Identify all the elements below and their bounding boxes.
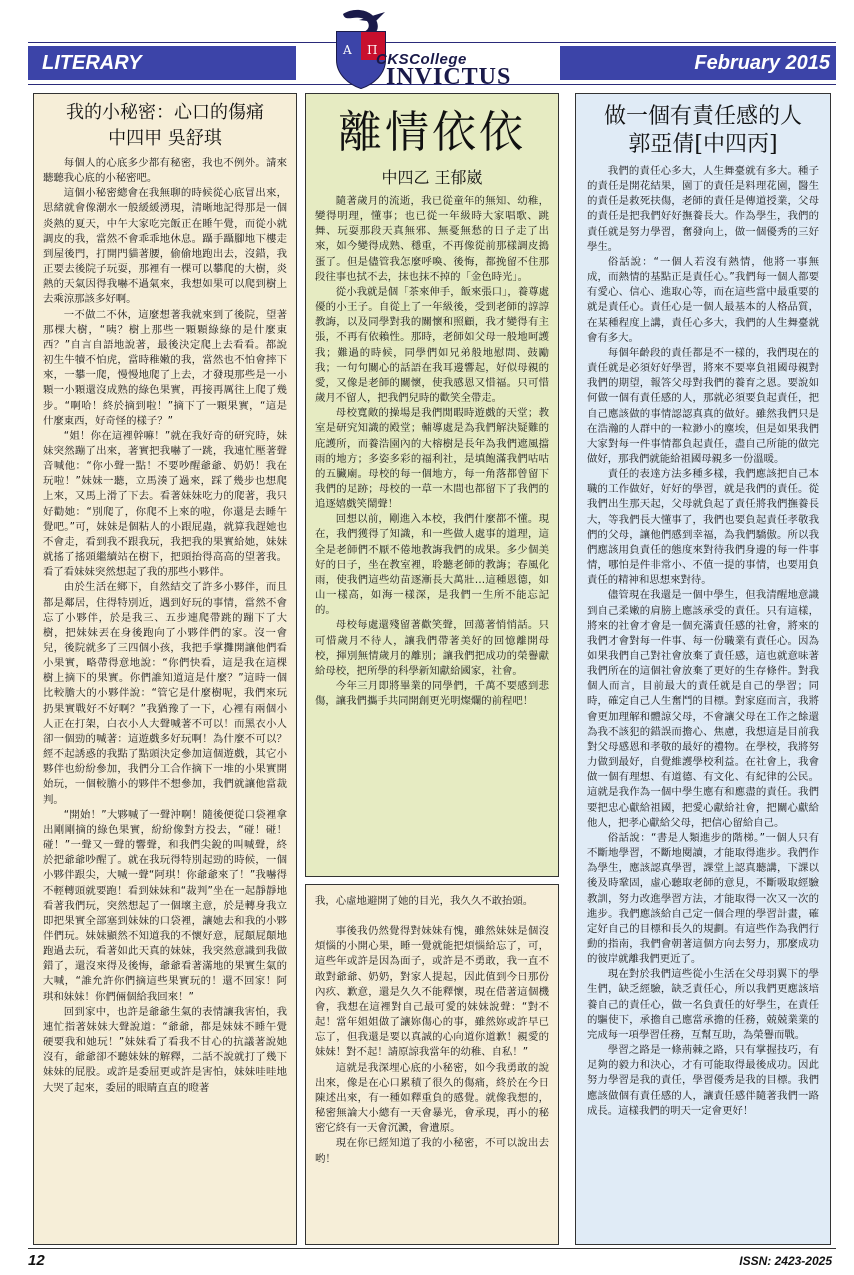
svg-text:A: A <box>343 43 352 57</box>
paragraph: 隨著歲月的流逝，我已從童年的無知、幼稚，變得明理，懂事；也已從一年級時大家唱歌、跳舞、玩耍那段天真無邪、無憂無愁的日子走了出來，如今變得成熟、穩重，不再像從前那樣調皮搗蛋了。但是儘管我怎麼呼喚、後悔，都挽留不住那段往事也拭不去，抹也抹不掉的「金色時光」。 <box>315 195 549 283</box>
paragraph: 一不做二不休，這麼想著我就來到了後院，望著那棵大樹，“咦？樹上那些一顆顆綠綠的是什麼東西？”自言自語地說著，最後決定爬上去看看。都說初生牛犢不怕虎，當時稚嫩的我，當然也不怕會摔下來，一攀一爬，慢慢地爬了上去，才發現那些是一小顆一小顆還沒成熟的綠色果實，再接再厲往上爬了幾步。“啊哈！終於摘到啦！”摘下了一顆果實，“這是什麼東西，好奇怪的樣子？” <box>43 308 287 427</box>
paragraph: 儘管現在我還是一個中學生，但我清醒地意識到自己柔嫩的肩膀上應該承受的責任。只有這樣，將來的社會才會是一個充滿責任感的社會，將來的我們才會對每一件事、每一份職業有責任心。因為如果我們自己對社會放棄了責任感，這也就意味著我們所在的這個社會放棄了更好的生存條件。對我個人而言，目前最大的責任就是自己的學習；同時，確定自己人生奮鬥的目標。對家庭而言，我將會更加理解和體諒父母，不會讓父母在工作之餘還為我不該犯的錯誤而擔心、焦慮，我想這是目前我對父母感恩和孝敬的最好的禮物。在學校，我將努力做到最好，自覺維護學校利益。在社會上，我會做一個有理想、有道德、有文化、有紀律的公民。這就是我作為一個中學生應有和應盡的責任。我們要把忠心獻給祖國，把愛心獻給社會，把關心獻給他人，把孝心獻給父母，把信心留給自己。 <box>587 589 819 829</box>
logo-wordmark-top: CKSCollege <box>376 51 467 68</box>
paragraph: 這個小秘密總會在我無聊的時候從心底冒出來，思緒就會像潮水一般緩緩湧現，清晰地記得那是一個炎熱的夏天，中午大家吃完飯正在睡午覺，而從小就調皮的我，當然不會乖乖地休息。躡手躡腳地下樓走到屋後門，打開門貓著腰，偷偷地跑出去，沒錯，我正要去後院子玩耍，那裡有一棵可以攀爬的大樹，炎熱的天氣因得我嚇不過氣來，我想如果可以爬到樹上去乘涼那該多好啊。 <box>43 187 287 306</box>
paragraph: 母校寬敞的操場是我們閒暇時遊戲的天堂；教室是研究知識的殿堂；輔導處是為我們解決疑難的庇護所，而養浩園內的大榕樹是長年為我們遮風擋雨的地方；多姿多彩的福利社，是填飽滿我們咕咕的五臟廟。母校的每一個地方，每一角落都曾留下我們的足跡；母校的一草一木間也都留下了我們的追逐嬉戲笑鬧聲！ <box>315 407 549 511</box>
paragraph: 我，心虛地避開了她的目光，我久久不敢抬頭。 <box>315 895 534 907</box>
article-secret <box>33 93 297 1245</box>
article-author: 中四乙 王郁崴 <box>381 168 483 187</box>
paragraph: 每個人的心底多少都有秘密，我也不例外。請來聽聽我心底的小秘密吧。 <box>43 157 287 185</box>
paragraph: 母校每處還殘留著歡笑聲，回蕩著悄悄話。只可惜歲月不待人，讓我們帶著美好的回憶離開母校，揮別無情歲月的離別；讓我們把成功的榮譽獻給母校，把所學的科學新知獻給國家，社會。 <box>315 619 549 677</box>
article-farewell <box>305 93 559 877</box>
article-author: 郭亞倩[中四丙] <box>628 132 778 157</box>
paragraph: 由於生活在鄉下，自然結交了許多小夥伴，而且都是鄰居，住得特別近，遇到好玩的事情，當然不會忘了小夥伴，於是我三、五步連爬帶跳的蹦下了大樹，把妹妹丟在身後跑向了小夥伴們的家。沒一會兒，後院就多了三四個小孩，我把手掌攤開讓他們看小果實，略帶得意地說：“你們快看，這是我在這棵樹上摘下的果實。你們誰知道這是什麼？”這時一個比較膽大的小夥伴說：“管它是什麼樹呢，我們來玩扔果實戰好不好啊？”我猶豫了一下，心裡有兩個小人正在打架，白衣小人大聲喊著不可以！而黑衣小人卻一個勁的喊著：這遊戲多好玩啊！為什麼不可以？經不起誘惑的我點了點頭決定參加這個遊戲，其它小夥伴也紛紛參加，我們分工合作摘下一堆的小果實開始玩，一個較膽小的夥伴不想參加，我們就讓他當裁判。 <box>43 581 287 806</box>
article-responsibility <box>575 93 831 1245</box>
paragraph: 這就是我深埋心底的小秘密，如今我勇敢的說出來，像是在心口累積了很久的傷痛，終於在今日陳述出來，有一種如釋重負的感覺。就像我想的，秘密無論大小總有一天會暴光，會承現，再小的秘密它終有一天會沉澱，會遺原。 <box>315 1061 549 1135</box>
paragraph: “開始！”大夥喊了一聲沖啊！隨後便從口袋裡拿出剛剛摘的綠色果實，紛紛像對方投去，“碰！碰！碰！”一聲又一聲的響聲，和我們尖銳的叫喊聲，終於把爺爺吵醒了。就在我玩得特別起勁的時候，一個小夥伴跟尖，大喊一聲“阿琪！你爺爺來了！”我嚇得不輕轉頭就要跑！看到妹妹和“裁判”坐在一起靜靜地看著我們玩，突然想起了一個壞主意，於是轉身我立即把果實全部塞到妹妹的口袋裡，讓她去和我的小夥伴們玩。妹妹顯然不知道我的不懷好意，屁顛屁顛地跑過去玩，看著如此天真的妹妹，我突然意識到我做錯了，還沒來得及後悔，爺爺看著滿地的果實生氣的大喊，“誰允許你們摘這些果實玩的！還不回家！阿琪和妹妹！你們倆個給我回來！” <box>43 808 287 1003</box>
paragraph: 從小我就是個「茶來伸手，飯來張口」，養尊處優的小王子。自從上了一年級後，受到老師的諄諄教誨，以及同學對我的關懷和照顧，我才變得有主張，不再有依賴性。那時，老師如父母一般地呵護我；難過的時候，同學們如兄弟般地慰問、鼓勵我；一句句關心的話語在我耳邊響起，好似母親的愛，又像是老師的關懷，使我感恩又惜福。只可惜歲月不留人，把我們兒時的歡笑全帶走。 <box>315 285 549 405</box>
paragraph: 事後我仍然覺得對妹妹有愧，雖然妹妹是個沒煩惱的小開心果，睡一覺就能把煩惱給忘了，可，這些年或許是因為面子，或許是不勇敢，我一直不敢對爺爺、奶奶，對家人提起，因此值到今日那份內疚、歉意，還是久久不能釋懷，現在借著這個機會，我想在這裡對自己最可愛的妹妹說聲：“對不起！當年姐姐做了讓妳傷心的事，雖然妳或許早已忘了，但我還是要以真誠的心向道你道歉！親愛的妹妹！對不起！請原諒我當年的幼稚、自私！” <box>315 925 549 1059</box>
article-body <box>315 194 549 870</box>
paragraph: 今年三月即將畢業的同學們，千萬不要感到悲傷，讓我們攜手共同開創更光明燦爛的前程吧！ <box>315 680 549 708</box>
article-secret-continued <box>305 884 559 1245</box>
article-title: 做一個有責任感的人 <box>603 104 802 129</box>
issue-date: February 2015 <box>694 51 830 74</box>
date-banner <box>560 46 836 80</box>
logo-wordmark-main: INVICTUS <box>386 64 512 90</box>
issn-label: ISSN: 2423-2025 <box>739 1254 832 1268</box>
article-author: 中四甲 吳舒琪 <box>108 128 222 149</box>
paragraph: 現在對於我們這些從小生活在父母羽翼下的學生們，缺乏經驗，缺乏責任心，所以我們更應該培養自己的責任心，做一名負責任的好學生，在責任的驅使下，承擔自己應當承擔的任務，兢兢業業的完成每一項學習任務，互幫互助，為榮譽而戰。 <box>587 968 819 1041</box>
svg-text:Π: Π <box>367 43 378 57</box>
paragraph: 學習之路是一條荊棘之路，只有掌握技巧，有足夠的毅力和決心，才有可能取得最後成功。因此努力學習是我的責任，學習優秀是我的目標。我們應該做個有責任感的人，讓責任感伴隨著我們一路成長。這樣我們的明天一定會更好！ <box>587 1044 819 1117</box>
section-banner <box>28 46 296 80</box>
paragraph: 回到家中，也許是爺爺生氣的表情讓我害怕，我連忙指著妹妹大聲說道：“爺爺，都是妹妹不睡午覺硬要我和她玩！”妹妹看了看我不甘心的抗議著說她沒有，爺爺卻不聽妹妹的解釋，二話不說就打了幾下妹妹的屁股。或許是委屈更或許是害怕，妹妹哇哇地大哭了起來，委屈的眼睛直直的瞪著 <box>43 1005 287 1094</box>
paragraph: 現在你已經知道了我的小秘密，不可以說出去哟！ <box>315 1137 549 1165</box>
page-number: 12 <box>28 1252 45 1269</box>
paragraph: 俗話說：“一個人若沒有熱情，他將一事無成，而熱情的基點正是責任心。”我們每一個人都要有愛心、信心、進取心等，而在這些當中最重要的就是責任心。責任心是一個人最基本的人格品質，在某種程度上講，責任心多大，我們的人生舞臺就會有多大。 <box>587 255 819 344</box>
paragraph: “姐！你在這裡幹嘛！”就在我好奇的研究時，妹妹突然蹦了出來，著實把我嚇了一跳，我連忙壓著聲音喊他：“你小聲一點！不要吵醒爺爺、奶奶！我在玩啦！”妹妹一聽，立馬湊了過來，踩了幾步也想爬上來，又馬上滑了下去。看著妹妹吃力的爬著，我只好勸她：“別爬了，你爬不上來的啦，你還是去睡午覺吧。”可，妹妹是個粘人的小跟屁蟲，就算我趕她也不會走，看到我不跟我玩，我把我的果實給她，妹妹就搖了搖頭繼續站在樹下，把頭抬得高高的望著我。看了看妹妹突然想起了我的那些小夥伴。 <box>43 429 287 579</box>
paragraph: 我們的責任心多大，人生舞臺就有多大。種子的責任是開花結果，園丁的責任是料理花園，醫生的責任是救死扶傷，老師的責任是傳道授業，父母的責任是把我們好好撫養長大。作為學生，我們的責任就是努力學習，奮發向上，做一個優秀的三好學生。 <box>587 165 819 253</box>
paragraph: 回想以前，剛進入本校，我們什麼都不懂。現在，我們獲得了知識，和一些做人處事的道理，這全是老師們不厭不倦地教誨我們的成果。多少個美好的日子，坐在教室裡，聆聽老師的教誨；春風化雨，使我們這些幼苗逐漸長大萬壯…這種恩德，如山一樣高，如海一樣深，是我們一生所不能忘記的。 <box>315 513 549 617</box>
article-body <box>587 164 819 1236</box>
paragraph: 每個年齡段的責任都是不一樣的，我們現在的責任就是必須好好學習，將來不要辜負祖國母親對我們的期望，報答父母對我們的養育之恩。要說如何做一個有責任感的人，那就必須要負起責任，把自己應該做的事情認認真真的做好。雖然我們只是在浩瀚的人群中的一粒渺小的塵埃，但是如果我們大家對每一件事情都負起責任，盡自己所能的做完做好，那我們就能給祖國母親多一份溫暖。 <box>587 346 819 465</box>
article-title: 我的小秘密：心口的傷痛 <box>66 102 264 123</box>
paragraph: 責任的表達方法多種多樣，我們應該把自己本職的工作做好，好好的學習，就是我們的責任。從我們出生那天起，父母就負起了責任將我們撫養長大，等我們長大懂事了，我們也要負起責任孝敬我們的父母，讓他們感到幸福，為我們驕傲。所以我們應該用負責任的態度來對待我們身邊的每一件事情，哪怕是件非常小、不值一提的事情，也要用負責任的精神和思想來對待。 <box>587 468 819 587</box>
article-body <box>315 894 549 1238</box>
paragraph: 俗話說：“書是人類進步的階梯。”一個人只有不斷地學習，不斷地閱讀，才能取得進步。我們作為學生，應該認真學習，課堂上認真聽講，下課以後及時鞏固，虛心聽取老師的意見，不斷吸取經驗教訓，努力改進學習方法，才能取得一次又一次的進步。我們應該給自己定一個合理的學習計畫，確定好自己的目標和長久的規劃。有這些作為我們行動的指南，我們會朝著這個方向去努力，那麼成功的彼岸就離我們更近了。 <box>587 831 819 966</box>
article-body <box>43 156 287 1236</box>
footer-rule <box>28 1248 836 1249</box>
article-title: 離情依依 <box>338 107 526 158</box>
section-label: LITERARY <box>42 51 142 74</box>
